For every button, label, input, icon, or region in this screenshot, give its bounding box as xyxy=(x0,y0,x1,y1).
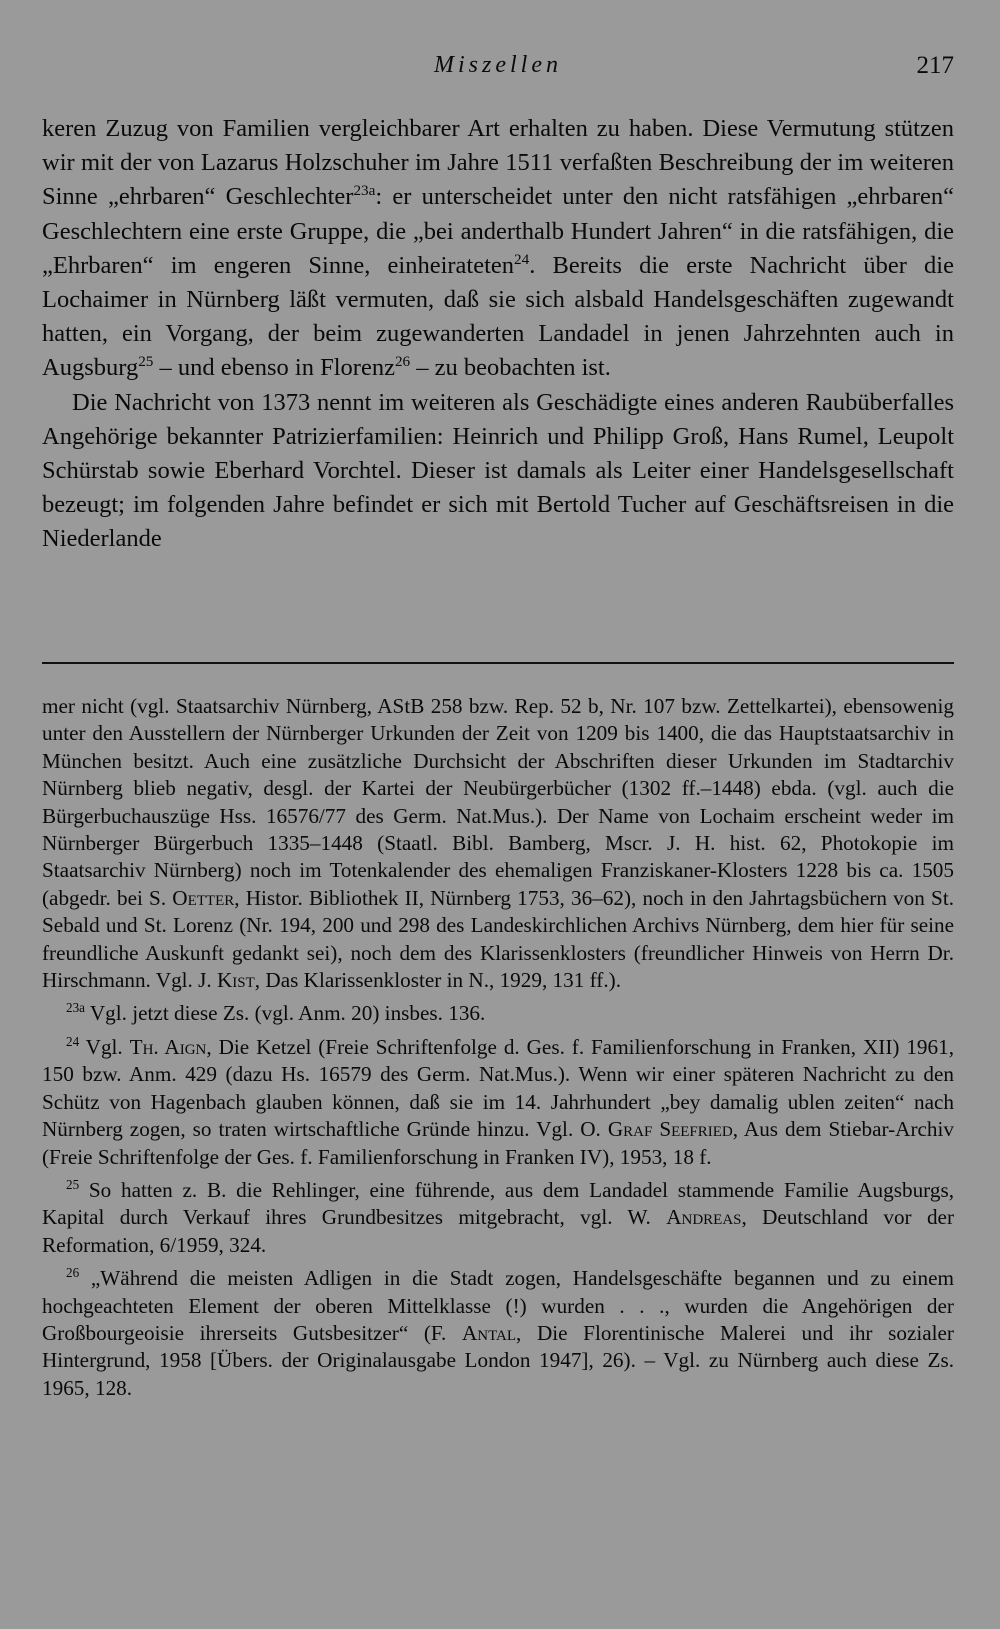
text-run: – zu beobachten ist. xyxy=(410,354,611,382)
text-run: , Das Klarissenkloster in N., 1929, 131 ff.). xyxy=(254,968,622,993)
text-run: , Histor. Bibliothek II, Nürnberg 1753, 36–62), noch in den Jahrtagsbüchern von St. Sebald und St. Lorenz (Nr. 194, 200 und 298 des Landeskirchlichen Archivs Nürnberg, dem hier für seine freundliche Auskunft gedankt sei), noch dem des Klarissenklosters (freundlicher Hinweis von Herrn Dr. Hirschmann. Vgl. J. xyxy=(42,885,954,993)
author-name: Oetter xyxy=(172,885,235,910)
footnote-ref-23a: 23a xyxy=(353,182,376,200)
footnote-24 xyxy=(42,1034,954,1171)
footnote-mark: 26 xyxy=(66,1265,80,1281)
running-title: Miszellen xyxy=(434,52,562,78)
text-run: , Die Ketzel (Freie Schriftenfolge d. Ges. f. Familienforschung in Franken, XII) 1961, 150 bzw. Anm. 429 (dazu Hs. 16579 des Germ. Nat.Mus.). Wenn wir einer späteren Nachricht zu den Schütz von Hagenbach glauben können, daß sie im 14. Jahrhundert „bey damalig ublen zeiten“ nach Nürnberg zogen, so traten wirtschaftliche Gründe hinzu. Vgl. O. xyxy=(42,1034,954,1142)
page-number: 217 xyxy=(916,52,954,79)
author-name: Andreas xyxy=(666,1205,742,1230)
text-run: , Die Florentinische Malerei und ihr sozialer Hintergrund, 1958 [Übers. der Originalausgabe London 1947], 26). – Vgl. zu Nürnberg auch diese Zs. 1965, 128. xyxy=(42,1320,954,1400)
footnote-separator xyxy=(42,662,954,664)
text-run: „Während die meisten Adligen in die Stadt zogen, Handelsgeschäfte begannen und zu einem hochgeachteten Element der oberen Mittelklasse (!) wurden . . ., wurden die Angehörigen der Großbourgeoisie ihrerseits Gutsbesitzer“ (F. xyxy=(42,1266,954,1345)
author-name: Th. Aign xyxy=(129,1034,207,1059)
text-run: So hatten z. B. die Rehlinger, eine führende, aus dem Landadel stammende Familie Augsburgs, Kapital durch Verkauf ihres Grundbesitzes mitgebracht, vgl. W. xyxy=(42,1177,954,1230)
text-run: : er unterscheidet unter den nicht ratsfähigen „ehrbaren“ Geschlechtern eine erste Gruppe, die „bei anderthalb Hundert Jahren“ in die ratsfähigen, die „Ehrbaren“ im engeren Sinne, einheirateten xyxy=(42,183,954,279)
text-run: , Aus dem Stiebar-Archiv (Freie Schriftenfolge der Ges. f. Familienforschung in Franken IV), 1953, 18 f. xyxy=(42,1117,954,1169)
text-run: , Deutschland vor der Reformation, 6/1959, 324. xyxy=(42,1205,955,1257)
text-run: – und ebenso in Florenz xyxy=(153,354,395,382)
footnote-continued xyxy=(42,693,954,994)
footnote-ref-24: 24 xyxy=(514,250,530,268)
paragraph-1 xyxy=(42,112,954,386)
author-name: Graf Seefried xyxy=(607,1117,733,1142)
footnote-mark: 25 xyxy=(66,1176,80,1192)
footnote-26 xyxy=(42,1265,954,1402)
footnote-ref-26: 26 xyxy=(394,353,411,371)
author-name: Kist xyxy=(216,968,255,993)
paragraph-2: Die Nachricht von 1373 nennt im weiteren als Geschädigte eines anderen Raubüberfalles Angehörige bekannter Patrizierfamilien: Heinrich und Philipp Groß, Hans Rumel, Leupolt Schürstab sowie Eberhard Vorchtel. Dieser ist damals als Leiter einer Handelsgesellschaft bezeugt; im folgenden Jahre befindet er sich mit Bertold Tucher auf Geschäftsreisen in die Niederlande xyxy=(42,388,954,553)
text-run: Vgl. xyxy=(79,1034,130,1059)
footnotes xyxy=(42,693,954,1408)
text-run: keren Zuzug von Familien vergleichbarer Art erhalten zu haben. Diese Vermutung stützen wir mit der von Lazarus Holzschuher im Jahre 1511 verfaßten Beschreibung der im weiteren Sinne „ehrbaren“ Geschlechter xyxy=(42,115,954,211)
main-text xyxy=(42,112,954,557)
footnote-mark: 24 xyxy=(66,1033,80,1049)
text-run: . Bereits die erste Nachricht über die Lochaimer in Nürnberg läßt vermuten, daß sie sich alsbald Handelsgeschäften zugewandt hatten, ein Vorgang, der beim zugewanderten Landadel in jenen Jahrzehnten auch in Augsburg xyxy=(42,251,954,382)
footnote-ref-25: 25 xyxy=(138,353,154,371)
footnote-25 xyxy=(42,1177,954,1259)
text-run: mer nicht (vgl. Staatsarchiv Nürnberg, AStB 258 bzw. Rep. 52 b, Nr. 107 bzw. Zettelkartei), ebensowenig unter den Ausstellern der Nürnberger Urkunden der Zeit von 1209 bis 1400, die das Hauptstaatsarchiv in München besitzt. Auch eine zusätzliche Durchsicht der Abschriften dieser Urkunden im Stadtarchiv Nürnberg blieb negativ, desgl. der Kartei der Neubürgerbücher (1302 ff.–1448) ebda. (vgl. auch die Bürgerbuchauszüge Hss. 16576/77 des Germ. Nat.Mus.). Der Name von Lochaim erscheint weder im Nürnberger Bürgerbuch 1335–1448 (Staatl. Bibl. Bamberg, Mscr. J. H. hist. 62, Photokopie im Staatsarchiv Nürnberg) noch im Totenkalender des ehemaligen Franziskaner-Klosters 1228 bis ca. 1505 (abgedr. bei S. xyxy=(42,694,954,910)
footnote-mark: 23a xyxy=(66,1000,85,1016)
footnote-23a xyxy=(42,1000,954,1027)
author-name: Antal xyxy=(461,1320,517,1345)
footnote-text: Vgl. jetzt diese Zs. (vgl. Anm. 20) insbes. 136. xyxy=(84,1001,486,1026)
page-header xyxy=(42,52,954,88)
